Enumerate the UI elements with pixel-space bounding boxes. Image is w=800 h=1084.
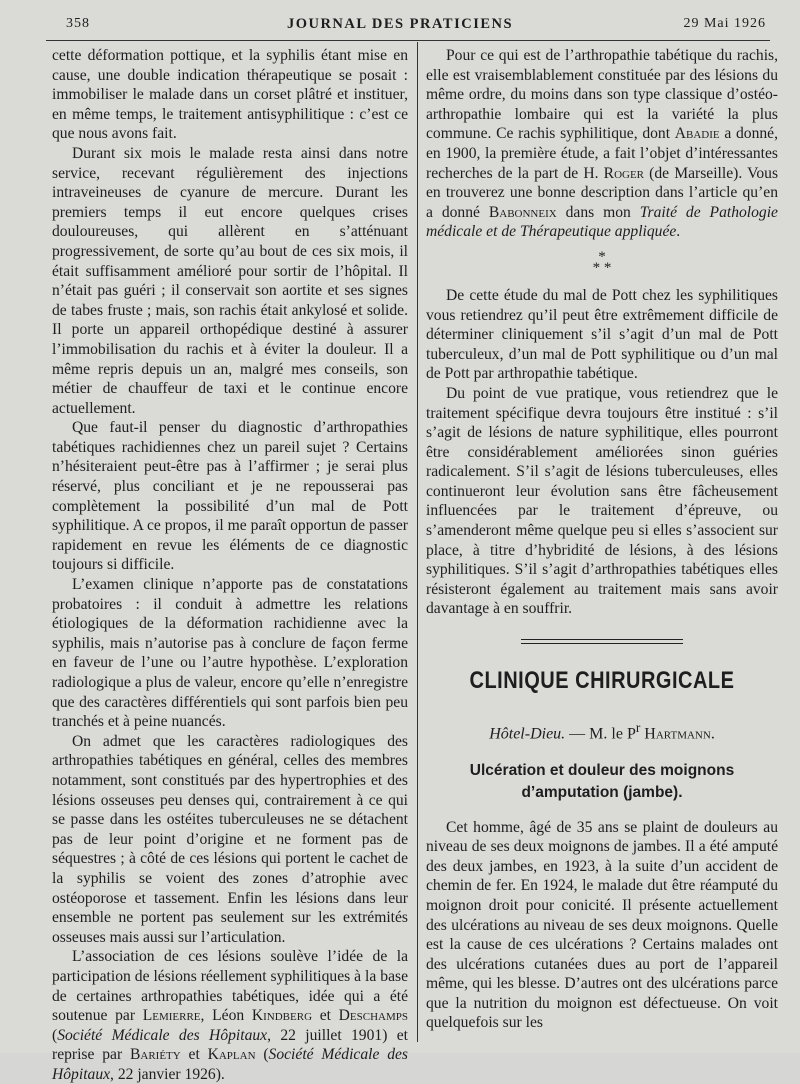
text-run: Pour ce qui est de l’arthropathie tabétique du rachis, elle est vraisemblablement constituée par des lésions du même ordre, du moins dans son type classique d’ostéo-arthropathie lombaire qui est la variété la plus commune. Ce rachis syphilitique, dont (426, 47, 778, 143)
text-run: L’association de ces lésions soulève l’idée de la participation de lésions réellement syphilitiques à la base de certaines arthropathies tabétiques, idée qui a été soutenue par (52, 948, 408, 1025)
section-heading: CLINIQUE CHIRURGICALE (469, 667, 735, 695)
author-name: Lemierre (142, 1007, 201, 1025)
italic-text: Traité de Pathologie médicale et de Thérapeutique appliquée (426, 203, 778, 241)
superscript: r (635, 719, 641, 735)
section-rule (521, 639, 683, 644)
text-run: — M. le P (565, 724, 636, 742)
paragraph: Que faut-il penser du diagnostic d’arthropathies tabétiques rachidiennes chez un pareil sujet ? Certains n’hésiteraient peut-être pas à l’affirmer ; je serai plus réservé, plus conciliant et je ne repousserai pas complètement la possibilité d’un mal de Pott syphilitique. A ce propos, il me paraît opportun de passer rapidement en revue les éléments de ce diagnostic toujours si difficile. (52, 419, 408, 574)
venue-line (426, 718, 778, 744)
author-name: Abadie (674, 125, 720, 143)
text-run: , Léon (200, 1007, 252, 1025)
text-run: a donné, en 1900, la première étude, a fait l’objet d’intéressantes recherches de la part de H. (426, 125, 778, 182)
page-number: 358 (66, 16, 90, 31)
paragraph: cette déformation pottique, et la syphilis étant mise en cause, une double indication thérapeutique se posait : immobiliser le malade dans un corset plâtré et instituer, en même temps, le traitement antisyphilitique : c’est ce que nous avons fait. (52, 47, 408, 143)
text-run: et (180, 1046, 208, 1064)
text-run: . (710, 724, 715, 742)
author-name: Kaplan (207, 1046, 256, 1064)
paragraph: On admet que les caractères radiologiques des arthropathies tabétiques en général, celles des membres notamment, sont constitués par des hypertrophies et des lésions osseuses peu denses qui, contrairement à ce qui se passe dans les ostéites tuberculeuses ne se détachent pas de leur point d’origine et ne forment pas de séquestres ; à côté de ces lésions qui portent le cachet de la syphilis se voient des zones d’atrophie avec ostéoporose et tassement. Enfin les lésions dans leur ensemble ne portent pas seulement sur les extrémités osseuses mais aussi sur l’articulation. (52, 732, 408, 946)
author-name: Deschamps (338, 1007, 408, 1025)
paragraph: Durant six mois le malade resta ainsi dans notre service, recevant régulièrement des injections intraveineuses de cyanure de mercure. Durant les premiers temps il eut encore quelques crises douloureuses, qui allèrent en s’atténuant progressivement, de sorte qu’au bout de ces six mois, il était suffisamment amélioré pour sortir de l’hôpital. Il n’était pas guéri ; il conservait son aortite et ses signes de tabes fruste ; mais, son rachis était ankylosé et solide. Il porte un appareil orthopédique destiné à assurer l’immobilisation du rachis et à éviter la douleur. Il a même repris depuis un an, malgré mes conseils, son métier de chauffeur de taxi et le continue encore actuellement. (52, 144, 408, 417)
author-name: Babonneix (488, 203, 557, 221)
author-name: Kindberg (251, 1007, 313, 1025)
paragraph (426, 46, 778, 242)
header-rule (46, 40, 770, 41)
text-run: dans mon (556, 203, 640, 221)
text-run: , 22 juillet 1901) et reprise par (52, 1026, 408, 1064)
paragraph: De cette étude du mal de Pott chez les syphilitiques vous retiendrez qu’il peut être extrêmement difficile de déterminer cliniquement s’il s’agit d’un mal de Pott tuberculeux, d’un mal de Pott syphilitique ou d’un mal de Pott par arthropathie tabétique. (426, 286, 778, 383)
text-run: , 22 janvier 1926). (110, 1065, 225, 1083)
author-name: Bariéty (129, 1046, 181, 1064)
page-header (0, 14, 800, 40)
left-column (52, 46, 408, 1084)
text-run: (de Marseille). Vous en trouverez une bonne description dans l’article qu’en a donné (426, 164, 779, 221)
article-title: Ulcération et douleur des moignons d’amputation (jambe). (469, 761, 735, 801)
column-divider (417, 42, 418, 1042)
text-run: . (676, 223, 681, 241)
right-column (426, 46, 778, 1033)
text-run: et (312, 1007, 339, 1025)
paragraph: Du point de vue pratique, vous retiendrez que le traitement spécifique devra toujours être institué : s’il s’agit de lésions de nature syphilitique, elles pourront être considérablement améliorées sinon guéries radicalement. S’il s’agit de lésions tuberculeuses, elles continueront leur évolution sans être fâcheusement influencées par le traitement d’épreuve, ou s’amenderont même quelque peu si elles s’associent sur place, à titre d’hybridité de lésions, à des lésions syphilitiques. S’il s’agit d’arthropathies tabétiques elles résisteront également au traitement mais sans avoir davantage à en souffrir. (426, 384, 778, 618)
italic-text: Société Médicale des Hôpitaux (52, 1046, 408, 1083)
italic-text: Société Médicale des Hôpitaux (57, 1026, 268, 1044)
author-name: Roger (603, 164, 645, 182)
journal-title: JOURNAL DES PRATICIENS (286, 16, 514, 32)
paragraph: Cet homme, âgé de 35 ans se plaint de douleurs au niveau de ses deux moignons de jambes. Il a été amputé des deux jambes, en 1923, à la suite d’un accident de chemin de fer. En 1924, le malade dut être réamputé du moignon droit pour conicité. Il présente actuellement des ulcérations au niveau de ses deux moignons. Quelle est la cause de ces ulcérations ? Certains malades ont des ulcérations cutanées dues au port de l’appareil même, qui les blesse. D’autres ont des ulcérations parce que la nutrition du moignon est défectueuse. On voit quelquefois sur les (426, 818, 778, 1032)
issue-date: 29 Mai 1926 (683, 16, 766, 31)
paragraph: L’examen clinique n’apporte pas de constatations probatoires : il conduit à admettre les relations étiologiques de la déformation rachidienne avec la syphilis, mais n’autorise pas à conclure de façon ferme en faveur de l’une ou l’autre hypothèse. L’exploration radiologique a plus de valeur, encore qu’elle n’enregistre que des caractères différentiels qui sont parfois bien peu tranchés et à peine nuancés. (52, 576, 408, 731)
asterism-separator: * * * (592, 248, 612, 276)
author-name: Hartmann (644, 724, 711, 742)
paragraph (52, 947, 408, 1084)
text-run: ( (52, 1026, 58, 1044)
text-run: ( (255, 1046, 269, 1064)
italic-text: Hôtel-Dieu. (489, 724, 566, 742)
